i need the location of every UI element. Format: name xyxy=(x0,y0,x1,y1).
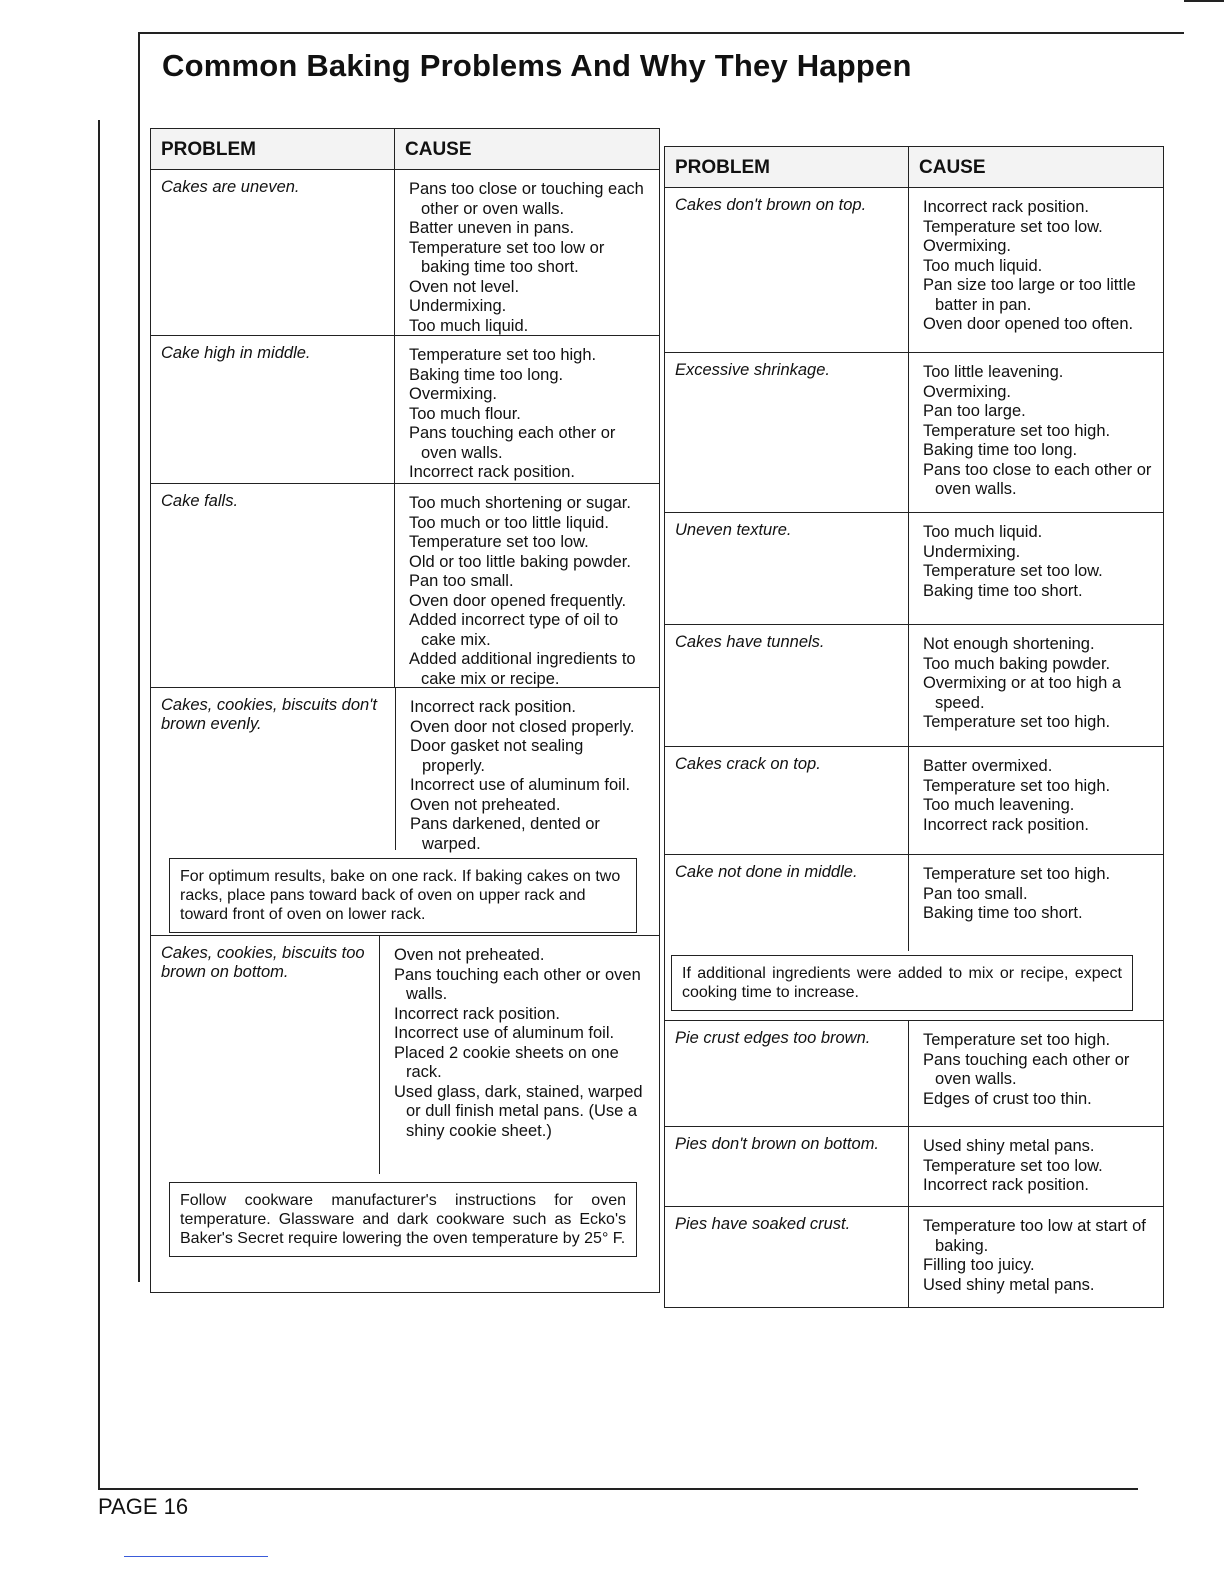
additional-ingredients-note: If additional ingredients were added to mix or recipe, expect cooking time to increase. xyxy=(671,955,1133,1011)
cause-item: Overmixing. xyxy=(923,237,1012,255)
footer-link-line xyxy=(124,1556,268,1557)
table-row xyxy=(151,170,659,336)
cause-item: Baking time too short. xyxy=(923,904,1083,922)
frame-outer-left-rule xyxy=(98,120,100,1490)
cause-item: Batter uneven in pans. xyxy=(409,219,575,237)
cause-item: Filling too juicy. xyxy=(923,1256,1035,1274)
cause-item: Incorrect rack position. xyxy=(409,463,575,481)
cause-item: Incorrect rack position. xyxy=(923,815,1089,834)
cookware-note: Follow cookware manufacturer's instructions for oven temperature. Glassware and dark cookware such as Ecko's Baker's Secret require lowering the oven temperature by 25° F. xyxy=(169,1182,637,1257)
cause-item: Pan too large. xyxy=(923,402,1026,420)
table-row xyxy=(151,336,659,484)
cause-item: Pan too small. xyxy=(923,884,1028,903)
cause-item: Too much liquid. xyxy=(923,256,1043,275)
cause-cell xyxy=(909,1127,1163,1206)
cause-item: Added additional ingredients to cake mix or recipe. xyxy=(409,650,636,688)
cause-item: Pan too small. xyxy=(409,572,514,590)
cause-item: Too much liquid. xyxy=(923,523,1043,541)
cause-item: Pans too close to each other or oven walls. xyxy=(923,460,1152,498)
cause-item: Temperature set too low. xyxy=(923,217,1103,236)
table-row xyxy=(151,688,659,853)
cause-item: Oven door opened frequently. xyxy=(409,591,627,610)
page-number: PAGE 16 xyxy=(98,1494,189,1519)
table-row-group xyxy=(151,936,659,1293)
right-table-header xyxy=(665,147,1163,188)
cause-cell xyxy=(395,336,659,483)
problem-cell: Cakes don't brown on top. xyxy=(665,188,909,352)
table-row xyxy=(665,747,1163,855)
problem-cell: Cake falls. xyxy=(151,484,395,687)
cause-item: Used shiny metal pans. xyxy=(923,1275,1095,1294)
problem-cell: Cakes are uneven. xyxy=(151,170,395,335)
problem-cell: Cake not done in middle. xyxy=(665,855,909,951)
problem-cell: Uneven texture. xyxy=(665,513,909,624)
table-row-group xyxy=(151,688,659,936)
cause-item: Incorrect rack position. xyxy=(394,1004,560,1023)
cause-item: Too much flour. xyxy=(409,404,521,423)
cause-item: Too much leavening. xyxy=(923,796,1075,814)
cause-item: Undermixing. xyxy=(409,297,507,315)
table-row xyxy=(665,353,1163,513)
cause-item: Baking time too long. xyxy=(923,441,1078,459)
cause-item: Pans darkened, dented or warped. xyxy=(410,815,600,853)
cause-item: Used glass, dark, stained, warped or dull finish metal pans. (Use a shiny cookie sheet.) xyxy=(394,1082,643,1140)
cause-cell xyxy=(379,936,659,1174)
cause-item: Too much shortening or sugar. xyxy=(409,494,631,512)
cause-item: Incorrect rack position. xyxy=(923,198,1089,216)
cause-header: CAUSE xyxy=(919,157,986,178)
cause-item: Overmixing. xyxy=(923,382,1012,401)
right-table xyxy=(664,146,1164,1308)
cause-cell xyxy=(909,1207,1163,1307)
cause-item: Incorrect rack position. xyxy=(923,1176,1089,1194)
cause-item: Oven not preheated. xyxy=(410,795,561,814)
frame-bottom-rule xyxy=(98,1488,1138,1490)
problem-cell: Cake high in middle. xyxy=(151,336,395,483)
cause-item: Too much baking powder. xyxy=(923,654,1111,673)
cause-item: Pans touching each other or oven walls. xyxy=(923,1050,1130,1088)
cause-item: Baking time too short. xyxy=(923,581,1083,600)
problem-cell: Pies don't brown on bottom. xyxy=(665,1127,909,1206)
table-row xyxy=(151,484,659,688)
problem-cell: Excessive shrinkage. xyxy=(665,353,909,512)
cause-item: Temperature set too high. xyxy=(923,1031,1111,1049)
cause-item: Temperature set too high. xyxy=(923,421,1111,440)
cause-item: Temperature set too high. xyxy=(923,776,1111,795)
table-row xyxy=(665,1021,1163,1127)
problem-cell: Cakes crack on top. xyxy=(665,747,909,854)
cause-item: Added incorrect type of oil to cake mix. xyxy=(409,611,619,649)
cause-item: Too much liquid. xyxy=(409,316,529,335)
cause-item: Pans too close or touching each other or oven walls. xyxy=(409,180,644,218)
problem-cell: Pie crust edges too brown. xyxy=(665,1021,909,1126)
cause-header: CAUSE xyxy=(405,139,472,160)
cause-item: Batter overmixed. xyxy=(923,757,1053,775)
cause-item: Old or too little baking powder. xyxy=(409,552,631,571)
cause-item: Not enough shortening. xyxy=(923,635,1095,653)
cause-cell xyxy=(909,1021,1163,1126)
cause-item: Used shiny metal pans. xyxy=(923,1137,1095,1155)
cause-cell xyxy=(909,855,1163,951)
table-row-group xyxy=(665,855,1163,1021)
cause-item: Temperature set too low. xyxy=(409,533,589,551)
problem-cell: Cakes, cookies, biscuits too brown on bottom. xyxy=(161,944,365,981)
cause-item: Too little leavening. xyxy=(923,363,1064,381)
cause-item: Temperature set too high. xyxy=(923,713,1111,731)
cause-item: Temperature too low at start of baking. xyxy=(923,1217,1146,1255)
table-row xyxy=(665,855,1163,951)
cause-item: Door gasket not sealing properly. xyxy=(410,737,584,775)
cause-item: Temperature set too low or baking time too short. xyxy=(409,238,605,276)
page-title: Common Baking Problems And Why They Happen xyxy=(162,48,912,83)
problem-cell: Cakes, cookies, biscuits don't brown evenly. xyxy=(161,696,377,733)
table-row xyxy=(151,936,659,1174)
cause-item: Oven door opened too often. xyxy=(923,315,1134,333)
cause-cell xyxy=(395,170,659,335)
cause-item: Undermixing. xyxy=(923,542,1021,561)
cause-item: Temperature set too high. xyxy=(923,865,1111,883)
left-table-header xyxy=(151,129,659,170)
cause-cell xyxy=(395,688,659,853)
left-table xyxy=(150,128,660,1293)
cause-item: Overmixing. xyxy=(409,385,498,403)
cause-cell xyxy=(909,353,1163,512)
cause-item: Edges of crust too thin. xyxy=(923,1089,1092,1108)
corner-mark xyxy=(1184,0,1224,2)
table-row xyxy=(665,625,1163,747)
cause-item: Temperature set too low. xyxy=(923,1156,1103,1175)
cause-item: Pan size too large or too little batter in pan. xyxy=(923,276,1136,314)
problem-cell: Cakes have tunnels. xyxy=(665,625,909,746)
cause-item: Temperature set too low. xyxy=(923,562,1103,580)
table-row xyxy=(665,188,1163,353)
cause-item: Too much or too little liquid. xyxy=(409,513,609,532)
problem-header: PROBLEM xyxy=(151,129,395,169)
cause-item: Incorrect use of aluminum foil. xyxy=(394,1024,615,1042)
cause-cell xyxy=(909,747,1163,854)
problem-header: PROBLEM xyxy=(665,147,909,187)
cause-cell xyxy=(909,513,1163,624)
cause-item: Temperature set too high. xyxy=(409,346,597,364)
cause-item: Oven not level. xyxy=(409,277,520,296)
cause-item: Overmixing or at too high a speed. xyxy=(923,674,1122,712)
problem-cell: Pies have soaked crust. xyxy=(665,1207,909,1307)
cause-cell xyxy=(395,484,659,687)
cause-cell xyxy=(909,188,1163,352)
cause-item: Baking time too long. xyxy=(409,365,564,384)
cause-item: Oven not preheated. xyxy=(394,946,545,964)
cause-item: Pans touching each other or oven walls. xyxy=(409,424,616,462)
table-row xyxy=(665,513,1163,625)
table-row xyxy=(665,1127,1163,1207)
cause-item: Pans touching each other or oven walls. xyxy=(394,965,641,1003)
cause-item: Incorrect use of aluminum foil. xyxy=(410,776,631,794)
cause-item: Oven door not closed properly. xyxy=(410,717,635,736)
frame-top-rule xyxy=(138,32,1184,34)
cause-cell xyxy=(909,625,1163,746)
frame-left-rule xyxy=(138,32,140,1282)
optimum-results-note: For optimum results, bake on one rack. If baking cakes on two racks, place pans toward back of oven on upper rack and toward front of oven on lower rack. xyxy=(169,858,637,933)
table-row xyxy=(665,1207,1163,1307)
cause-item: Placed 2 cookie sheets on one rack. xyxy=(394,1043,619,1081)
cause-item: Incorrect rack position. xyxy=(410,698,576,716)
